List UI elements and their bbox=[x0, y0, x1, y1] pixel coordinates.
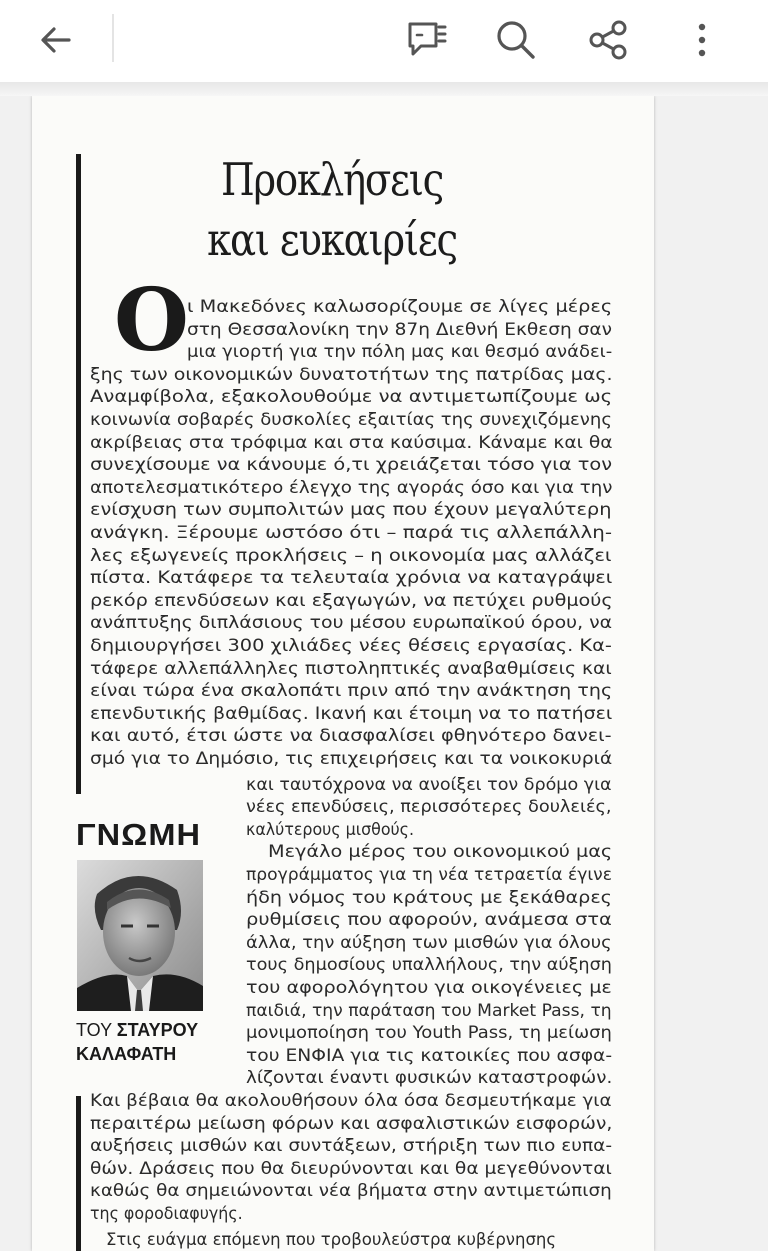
drop-cap: Ο bbox=[114, 270, 189, 371]
arrow-left-icon bbox=[36, 20, 76, 60]
article-line: προγράμματος για τη νέα τετραετία έγινε bbox=[246, 865, 612, 884]
article-line: περαιτέρω μείωση φόρων και ασφαλιστικών εισφορών, bbox=[90, 1113, 613, 1133]
article-line: ρεκόρ επενδύσεων και εξαγωγών, να πετύχει ρυθμούς bbox=[90, 590, 613, 610]
comment-list-icon bbox=[402, 18, 450, 62]
headline-line-1: Προκλήσεις bbox=[220, 153, 444, 206]
article-line: της φοροδιαφυγής. bbox=[90, 1204, 243, 1223]
article-line: λίζονται έναντι φυσικών καταστροφών. bbox=[246, 1068, 613, 1088]
more-vertical-icon bbox=[692, 18, 712, 62]
article-line: καλύτερους μισθούς. bbox=[246, 819, 415, 839]
article-line: Μεγάλο μέρος του οικονομικού μας bbox=[268, 842, 613, 862]
left-column-rule bbox=[76, 154, 81, 794]
article-line: του αφορολόγητου για οικογένειες με bbox=[246, 978, 612, 997]
headline-line-2: και ευκαιρίες bbox=[207, 213, 457, 266]
author-first-name: ΣΤΑΥΡΟΥ bbox=[116, 1020, 199, 1040]
article-line: λες εξωγενείς προκλήσεις – η οικονομία μας αλλάζει bbox=[90, 545, 612, 565]
search-button[interactable] bbox=[487, 11, 545, 69]
article-headline bbox=[194, 150, 469, 270]
document-viewer[interactable] bbox=[0, 96, 768, 1251]
article-line: ήδη νόμος του κράτους με ξεκάθαρες bbox=[246, 887, 612, 907]
article-line: αυξήσεις μισθών και συντάξεων, στήριξη των πιο ευπα- bbox=[90, 1136, 613, 1156]
search-icon bbox=[494, 18, 538, 62]
article-line: παιδιά, την παράταση του Market Pass, τη bbox=[246, 1000, 612, 1020]
article-line: ξης των οικονομικών δυνατοτήτων της πατρίδας μας. bbox=[90, 364, 613, 384]
share-button[interactable] bbox=[579, 11, 637, 69]
newspaper-page bbox=[32, 96, 654, 1251]
article-line: μια γιορτή για την πόλη μας και θεσμό ανάδει- bbox=[187, 342, 613, 362]
article-line: Αναμφίβολα, εξακολουθούμε να αντιμετωπίζουμε ως bbox=[90, 387, 613, 407]
left-column-rule-lower bbox=[76, 1096, 81, 1251]
article-line: δημιουργήσει 300 χιλιάδες νέες θέσεις εργασίας. Κα- bbox=[90, 636, 612, 655]
comments-button[interactable] bbox=[397, 11, 455, 69]
article-line: θών. Δράσεις που θα διευρύνονται και θα μεγεθύνονται bbox=[90, 1158, 612, 1178]
byline-prefix: ΤΟΥ bbox=[76, 1020, 112, 1040]
article-line: ενίσχυση των συμπολιτών μας που έχουν μεγαλύτερη bbox=[90, 500, 612, 520]
author-portrait bbox=[77, 860, 203, 1011]
article-line: και ταυτόχρονα να ανοίξει τον δρόμο για bbox=[246, 774, 612, 794]
article-line: του ΕΝΦΙΑ για τις κατοικίες που ασφα- bbox=[246, 1045, 613, 1065]
more-options-button[interactable] bbox=[673, 11, 731, 69]
toolbar-divider bbox=[112, 14, 114, 62]
article-line: ακρίβειας στα τρόφιμα και στα καύσιμα. Κάναμε και θα bbox=[90, 432, 613, 452]
article-line: κοινωνία σοβαρές δυσκολίες εξαιτίας της συνεχιζόμενης bbox=[90, 410, 612, 429]
toolbar-shadow bbox=[0, 82, 768, 96]
article-line: πίστα. Κατάφερε τα τελευταία χρόνια να καταγράψει bbox=[90, 568, 613, 588]
article-line: τάφερε αλλεπάλληλες πιστοληπτικές αναβαθμίσεις και bbox=[90, 658, 612, 678]
article-line: Και βέβαια θα ακολουθήσουν όλα όσα δεσμευτήκαμε για bbox=[90, 1091, 612, 1110]
author-last-name: ΚΑΛΑΦΑΤΗ bbox=[76, 1044, 177, 1064]
author-photo bbox=[77, 860, 203, 1011]
share-icon bbox=[586, 18, 630, 62]
article-line: σμό για το Δημόσιο, τις επιχειρήσεις και τα νοικοκυριά bbox=[90, 749, 613, 768]
article-line: νέες επενδύσεις, περισσότερες δουλειές, bbox=[246, 797, 612, 817]
article-line: και αυτό, έτσι ώστε να διασφαλίσει φθηνότερο δανει- bbox=[90, 726, 612, 746]
article-line: ανάπτυξης διπλάσιους του μέσου ευρωπαϊκού όρου, να bbox=[90, 613, 613, 633]
article-line: επενδυτικής βαθμίδας. Ικανή και έτοιμη να το πατήσει bbox=[90, 703, 613, 723]
opinion-label: ΓΝΩΜΗ bbox=[76, 817, 202, 852]
article-line: είναι τώρα ένα σκαλοπάτι πριν από την ανάκτηση της bbox=[90, 681, 613, 701]
back-button[interactable] bbox=[27, 11, 85, 69]
author-byline bbox=[76, 1018, 198, 1066]
article-line: ι Μακεδόνες καλωσορίζουμε σε λίγες μέρες bbox=[187, 297, 613, 316]
top-toolbar bbox=[0, 0, 768, 82]
article-line: αποτελεσματικότερο έλεγχο της αγοράς όσο και για την bbox=[90, 477, 613, 497]
article-line: μονιμοποίηση του Youth Pass, τη μείωση bbox=[246, 1023, 612, 1043]
article-line: Στις ευάγμα επόμενη που τροβουλεύστρα κυβέρνησης bbox=[106, 1229, 557, 1249]
article-line: ρυθμίσεις που αφορούν, ανάμεσα στα bbox=[246, 910, 612, 930]
article-line: ανάγκη. Ξέρουμε ωστόσο ότι – παρά τις αλλεπάλλη- bbox=[90, 523, 613, 542]
article-line: τους δημοσίους υπαλλήλους, την αύξηση bbox=[246, 955, 612, 975]
article-line: άλλα, την αύξηση των μισθών για όλους bbox=[246, 932, 612, 952]
article-line: συνεχίσουμε να κάνουμε ό,τι χρειάζεται τόσο για τον bbox=[90, 455, 613, 475]
article-line: καθώς θα σημειώνονται νέα βήματα στην αντιμετώπιση bbox=[90, 1181, 612, 1201]
article-line: στη Θεσσαλονίκη την 87η Διεθνή Εκθεση σαν bbox=[187, 319, 612, 339]
